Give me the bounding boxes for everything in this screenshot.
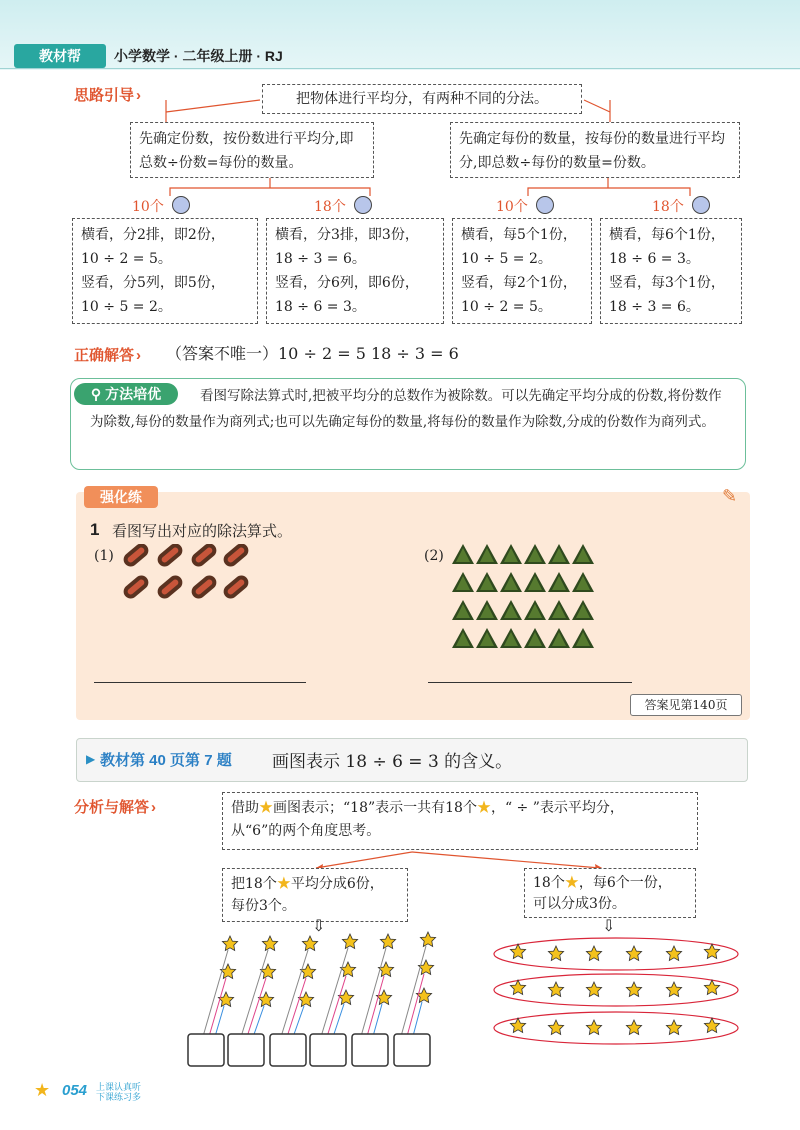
star-icon: ★: [259, 800, 273, 816]
analysis-top-box: 借助★画图表示；“18”表示一共有18个★，“ ÷ ”表示平均分， 从“6”的两个角度思考。: [222, 792, 698, 850]
part2-label: (2): [424, 548, 444, 564]
thinking-case-box: 横看，每6个1份， 18 ÷ 6 = 3。 竖看，每3个1份， 18 ÷ 3 = 6。: [600, 218, 742, 324]
circle-icon: [536, 196, 554, 214]
thinking-label: 思路引导 ›: [74, 84, 141, 105]
answer-line[interactable]: [94, 682, 306, 683]
footer-slogan: 上课认真听 下课练习多: [96, 1082, 142, 1102]
answer-reference: 答案见第140页: [630, 694, 742, 716]
count-label: 10个: [132, 199, 164, 215]
answer-line[interactable]: [428, 682, 632, 683]
task-text: 画图表示 18 ÷ 6 = 3 的含义。: [272, 752, 513, 772]
triangle-icon: ▶: [86, 752, 96, 766]
star-rows-figure: [490, 930, 750, 1054]
thinking-right-box: 先确定每份的数量，按每份的数量进行平均分,即总数÷每份的数量=份数。: [450, 122, 740, 178]
star-grouping-figure: [180, 930, 450, 1070]
circle-icon: [692, 196, 710, 214]
thinking-left-box: 先确定份数，按份数进行平均分,即总数÷份数=每份的数量。: [130, 122, 374, 178]
circle-icon: [354, 196, 372, 214]
method-text: 看图写除法算式时,把被平均分的总数作为被除数。可以先确定平均分成的份数,将份数作为除数,每份的数量作为商列式;也可以先确定每份的数量,将每份的数量作为除数,分成的份数作为商列式。: [90, 388, 722, 430]
mascot-icon: ★: [34, 1080, 51, 1101]
analysis-label: 分析与解答 ›: [74, 796, 156, 817]
part1-label: (1): [94, 548, 114, 564]
count-label: 18个: [314, 199, 346, 215]
pencil-icon: ✎: [722, 486, 738, 507]
down-arrow-icon: ⇩: [602, 916, 616, 935]
answer-label: 正确解答 ›: [74, 344, 141, 365]
practice-label: 强化练: [84, 486, 158, 508]
sausage-group: [118, 544, 258, 604]
analysis-left-box: 把18个★平均分成6份， 每份3个。: [222, 868, 408, 922]
down-arrow-icon: ⇩: [312, 916, 326, 935]
magnifier-icon: ⚲: [90, 386, 106, 402]
task-ref: 教材第 40 页第 7 题: [100, 752, 232, 769]
circle-icon: [172, 196, 190, 214]
star-icon: ★: [564, 875, 579, 891]
thinking-top-box: 把物体进行平均分，有两种不同的分法。: [262, 84, 582, 114]
method-label: ⚲ 方法培优: [74, 383, 178, 405]
page-number: 054: [62, 1082, 88, 1099]
answer-text: （答案不唯一）10 ÷ 2 = 5 18 ÷ 3 = 6: [166, 344, 459, 363]
thinking-case-box: 横看，每5个1份， 10 ÷ 5 = 2。 竖看，每2个1份， 10 ÷ 2 = 5。: [452, 218, 592, 324]
count-label: 18个: [652, 199, 684, 215]
question-text: 看图写出对应的除法算式。: [112, 522, 293, 540]
question-number: 1: [90, 520, 100, 539]
star-icon: ★: [476, 800, 491, 816]
thinking-case-box: 横看，分3排，即3份， 18 ÷ 3 = 6。 竖看，分6列，即6份， 18 ÷ 6 = 3。: [266, 218, 444, 324]
book-badge: 教材帮: [14, 44, 106, 68]
zongzi-group: [452, 542, 602, 662]
book-subject: 小学数学 · 二年级上册 · RJ: [114, 48, 283, 64]
analysis-right-box: 18个★，每6个一份， 可以分成3份。: [524, 868, 696, 918]
thinking-case-box: 横看，分2排，即2份， 10 ÷ 2 = 5。 竖看，分5列，即5份， 10 ÷ 5 = 2。: [72, 218, 258, 324]
count-label: 10个: [496, 199, 528, 215]
star-icon: ★: [276, 876, 291, 892]
